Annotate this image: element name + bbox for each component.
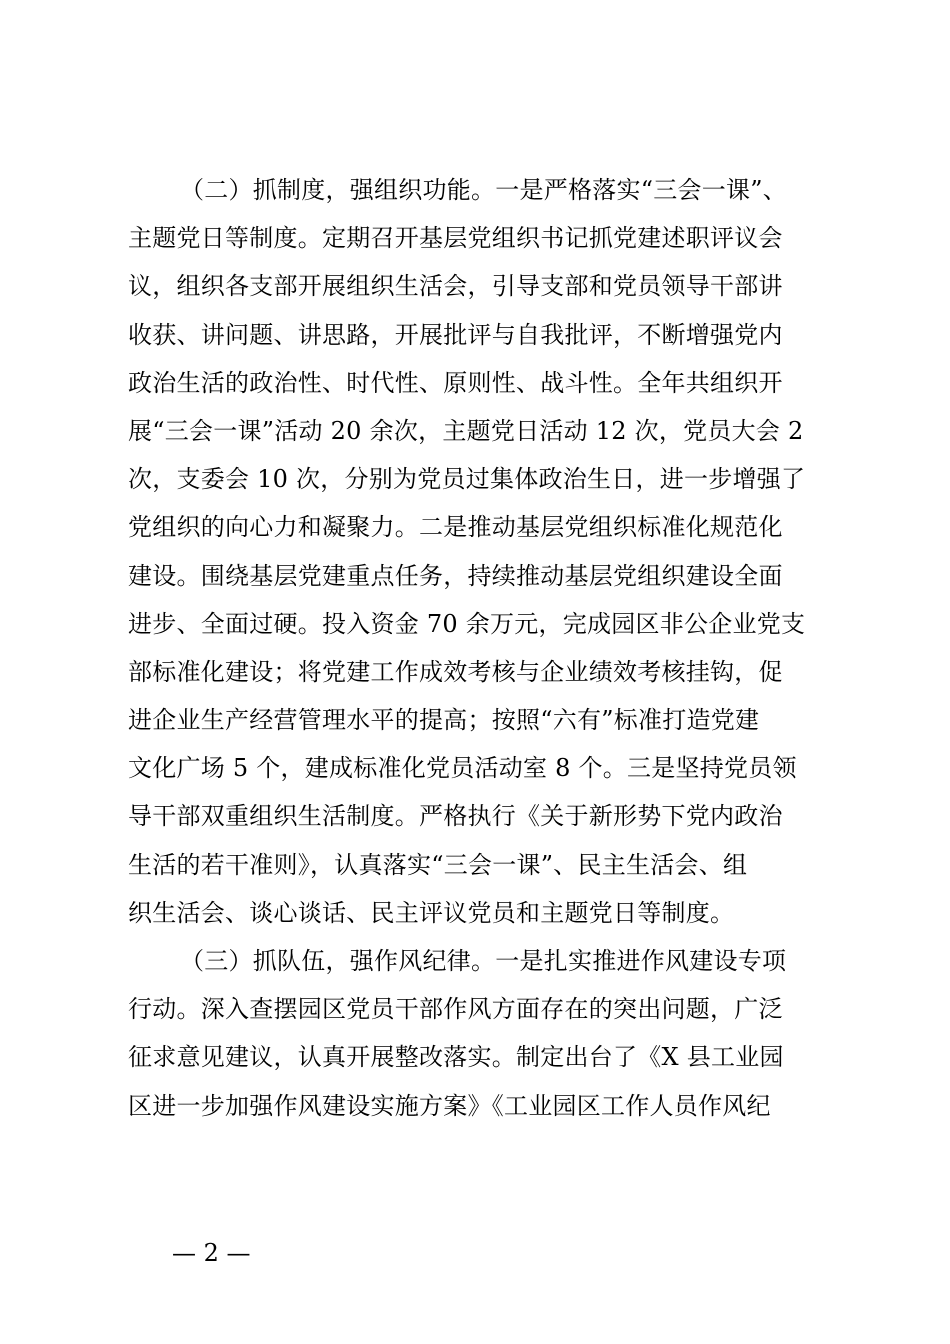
paragraph-line: 文化广场 5 个，建成标准化党员活动室 8 个。三是坚持党员领 xyxy=(128,754,797,783)
paragraph-line: 织生活会、谈心谈话、民主评议党员和主题党日等制度。 xyxy=(128,898,735,927)
paragraph-line: 行动。深入查摆园区党员干部作风方面存在的突出问题，广泛 xyxy=(128,995,783,1024)
paragraph-line: 生活的若干准则》，认真落实“三会一课”、民主生活会、组 xyxy=(128,850,748,879)
paragraph-line: 收获、讲问题、讲思路，开展批评与自我批评，不断增强党内 xyxy=(128,320,783,349)
paragraph-line: （二）抓制度，强组织功能。一是严格落实“三会一课”、 xyxy=(180,176,788,204)
paragraph-line: 次，支委会 10 次，分别为党员过集体政治生日，进一步增强了 xyxy=(128,465,806,494)
paragraph-line: 征求意见建议，认真开展整改落实。制定出台了《X 县工业园 xyxy=(128,1043,784,1072)
paragraph-line: 进企业生产经营管理水平的提高；按照“六有”标准打造党建 xyxy=(128,706,760,735)
document-body xyxy=(128,166,838,1130)
paragraph-line: 党组织的向心力和凝聚力。二是推动基层党组织标准化规范化 xyxy=(128,513,783,542)
paragraph-line: 导干部双重组织生活制度。严格执行《关于新形势下党内政治 xyxy=(128,802,783,831)
paragraph-line: 议，组织各支部开展组织生活会，引导支部和党员领导干部讲 xyxy=(128,272,783,301)
paragraph-line: 进步、全面过硬。投入资金 70 余万元，完成园区非公企业党支 xyxy=(128,609,806,638)
paragraph-line: 建设。围绕基层党建重点任务，持续推动基层党组织建设全面 xyxy=(128,561,783,590)
paragraph-line: （三）抓队伍，强作风纪律。一是扎实推进作风建设专项 xyxy=(180,947,787,975)
page-number: — 2 — xyxy=(172,1239,251,1267)
paragraph-line: 政治生活的政治性、时代性、原则性、战斗性。全年共组织开 xyxy=(128,368,783,397)
paragraph-line: 部标准化建设；将党建工作成效考核与企业绩效考核挂钩，促 xyxy=(128,657,783,686)
paragraph-line: 展“三会一课”活动 20 余次，主题党日活动 12 次，党员大会 2 xyxy=(128,416,804,445)
paragraph-line: 区进一步加强作风建设实施方案》《工业园区工作人员作风纪 xyxy=(128,1091,771,1120)
paragraph-line: 主题党日等制度。定期召开基层党组织书记抓党建述职评议会 xyxy=(128,224,783,253)
